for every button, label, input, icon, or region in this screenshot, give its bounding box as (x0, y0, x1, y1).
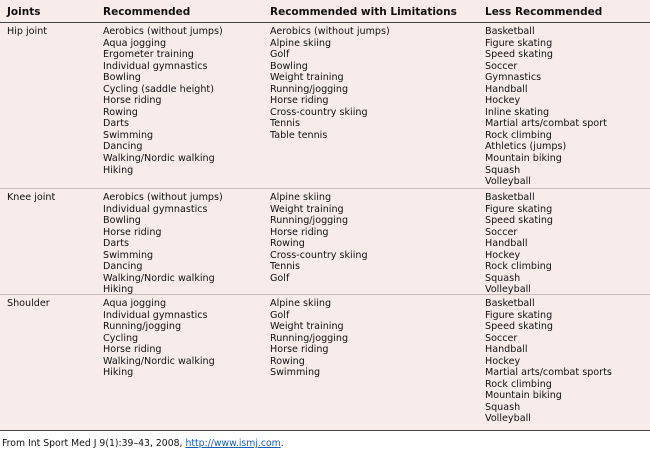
limited-list (270, 298, 485, 430)
list-item: Golf (270, 272, 290, 284)
list-item: Bowling (103, 215, 141, 227)
list-item: Swimming (270, 367, 321, 379)
list-item: Swimming (103, 129, 154, 141)
list-item: Bowling (270, 60, 308, 72)
joint-name: Hip joint (7, 26, 48, 37)
list-item: Soccer (485, 226, 518, 238)
list-item: Gymnastics (485, 72, 542, 84)
list-item: Walking/Nordic walking (103, 355, 215, 367)
list-item: Cross-country skiing (270, 249, 368, 261)
list-item: Golf (270, 49, 290, 61)
list-item: Mountain biking (485, 153, 562, 165)
list-item: Rowing (270, 238, 305, 250)
list-item: Weight training (270, 203, 344, 215)
less-recommended-list (485, 298, 650, 430)
list-item: Weight training (270, 321, 344, 333)
list-item: Handball (485, 83, 528, 95)
list-item: Aerobics (without jumps) (103, 192, 223, 203)
list-item: Horse riding (103, 344, 162, 356)
list-item: Hiking (103, 284, 134, 296)
list-item: Hiking (103, 164, 134, 176)
list-item: Running/jogging (270, 83, 349, 95)
table-row (0, 295, 650, 430)
list-item: Walking/Nordic walking (103, 153, 215, 165)
list-item: Rowing (270, 355, 305, 367)
list-item: Horse riding (270, 95, 329, 107)
source-caption (2, 438, 284, 450)
list-item: Alpine skiing (270, 298, 332, 309)
source-link[interactable]: http://www.ismj.com (185, 438, 281, 449)
list-item: Figure skating (485, 203, 553, 215)
list-item: Aqua jogging (103, 298, 167, 309)
limited-list (270, 26, 485, 188)
joint-name: Shoulder (7, 298, 50, 309)
list-item: Weight training (270, 72, 344, 84)
list-item: Soccer (485, 332, 518, 344)
list-item: Figure skating (485, 37, 553, 49)
list-item: Hockey (485, 95, 521, 107)
list-item: Dancing (103, 141, 143, 153)
caption-text: From Int Sport Med J 9(1):39–43, 2008, (2, 438, 186, 449)
list-item: Squash (485, 164, 521, 176)
list-item: Aqua jogging (103, 37, 167, 49)
list-item: Martial arts/combat sport (485, 118, 607, 130)
list-item: Cycling (saddle height) (103, 83, 214, 95)
list-item: Rowing (103, 106, 138, 118)
table-bottom-rule (0, 430, 650, 431)
list-item: Aerobics (without jumps) (270, 26, 390, 37)
list-item: Hiking (103, 367, 134, 379)
limited-list (270, 192, 485, 294)
header-recommended: Recommended (103, 6, 191, 18)
list-item: Mountain biking (485, 390, 562, 402)
list-item: Speed skating (485, 321, 553, 333)
list-item: Bowling (103, 72, 141, 84)
list-item: Tennis (270, 118, 300, 130)
list-item: Soccer (485, 60, 518, 72)
less-recommended-list (485, 192, 650, 294)
list-item: Volleyball (485, 284, 531, 296)
list-item: Rock climbing (485, 129, 552, 141)
header-joints: Joints (7, 6, 41, 18)
list-item: Alpine skiing (270, 37, 332, 49)
list-item: Speed skating (485, 49, 553, 61)
list-item: Swimming (103, 249, 154, 261)
list-item: Inline skating (485, 106, 550, 118)
list-item: Golf (270, 309, 290, 321)
header-recommended-with-limitations: Recommended with Limitations (270, 6, 457, 18)
recommended-list (103, 26, 270, 188)
list-item: Basketball (485, 26, 535, 37)
list-item: Handball (485, 344, 528, 356)
list-item: Hockey (485, 249, 521, 261)
list-item: Figure skating (485, 309, 553, 321)
joint-name: Knee joint (7, 192, 56, 203)
list-item: Table tennis (270, 129, 328, 141)
list-item: Cycling (103, 332, 139, 344)
list-item: Handball (485, 238, 528, 250)
table-header-row (0, 0, 650, 23)
list-item: Hockey (485, 355, 521, 367)
list-item: Individual gymnastics (103, 60, 208, 72)
caption-end: . (280, 438, 284, 449)
table-row (0, 23, 650, 189)
less-recommended-list (485, 26, 650, 188)
list-item: Individual gymnastics (103, 203, 208, 215)
list-item: Cross-country skiing (270, 106, 368, 118)
list-item: Horse riding (270, 226, 329, 238)
list-item: Horse riding (103, 95, 162, 107)
list-item: Rock climbing (485, 261, 552, 273)
list-item: Individual gymnastics (103, 309, 208, 321)
list-item: Running/jogging (270, 332, 349, 344)
list-item: Running/jogging (270, 215, 349, 227)
recommended-list (103, 298, 270, 430)
list-item: Squash (485, 401, 521, 413)
list-item: Squash (485, 272, 521, 284)
list-item: Walking/Nordic walking (103, 272, 215, 284)
list-item: Volleyball (485, 413, 531, 425)
list-item: Horse riding (270, 344, 329, 356)
table-row (0, 189, 650, 295)
list-item: Dancing (103, 261, 143, 273)
list-item: Martial arts/combat sports (485, 367, 612, 379)
list-item: Horse riding (103, 226, 162, 238)
list-item: Darts (103, 238, 129, 250)
list-item: Aerobics (without jumps) (103, 26, 223, 37)
list-item: Alpine skiing (270, 192, 332, 203)
list-item: Tennis (270, 261, 300, 273)
list-item: Basketball (485, 192, 535, 203)
header-less-recommended: Less Recommended (485, 6, 603, 18)
list-item: Running/jogging (103, 321, 182, 333)
recommended-list (103, 192, 270, 294)
list-item: Volleyball (485, 176, 531, 188)
list-item: Rock climbing (485, 378, 552, 390)
list-item: Ergometer training (103, 49, 194, 61)
list-item: Speed skating (485, 215, 553, 227)
list-item: Athletics (jumps) (485, 141, 567, 153)
list-item: Basketball (485, 298, 535, 309)
list-item: Darts (103, 118, 129, 130)
